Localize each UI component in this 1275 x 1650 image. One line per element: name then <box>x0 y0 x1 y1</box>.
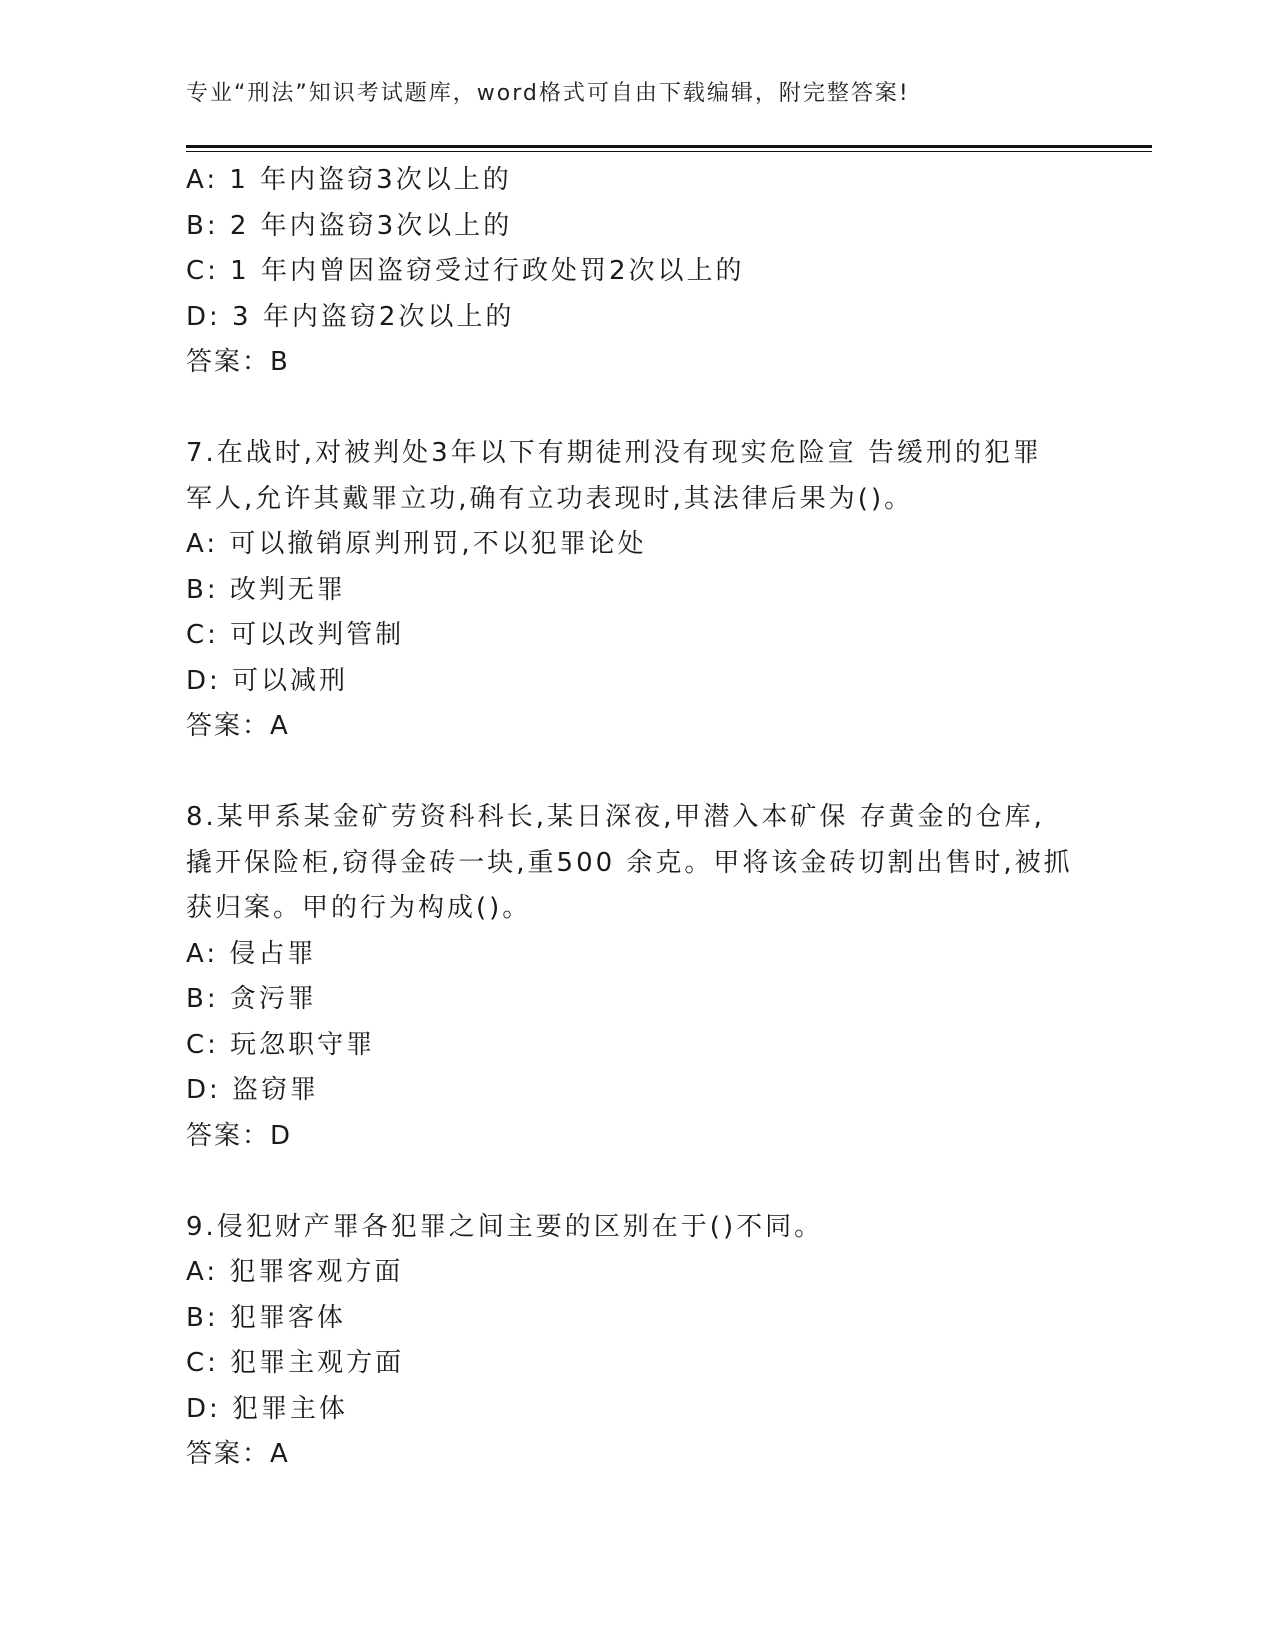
answer-line: 答案：B <box>186 347 290 377</box>
header-rule-thin <box>186 151 1152 152</box>
option-d: D: 犯罪主体 <box>186 1393 349 1424</box>
answer-line: 答案：A <box>186 1439 290 1469</box>
question-text-line: 7.在战时,对被判处3年以下有期徒刑没有现实危险宣 告缓刑的犯罪 <box>186 438 1042 468</box>
header-rule-thick <box>186 145 1152 148</box>
spacer <box>186 386 1086 432</box>
question-text-line: 撬开保险柜,窃得金砖一块,重500 余克。甲将该金砖切割出售时,被抓 <box>186 847 1073 878</box>
option-c: C: 1 年内曾因盗窃受过行政处罚2次以上的 <box>186 256 745 286</box>
option-a: A: 可以撤销原判刑罚,不以犯罪论处 <box>186 529 647 559</box>
option-a: A: 犯罪客观方面 <box>186 1257 404 1287</box>
question-9 <box>186 1205 1086 1478</box>
option-d: D: 3 年内盗窃2次以上的 <box>186 301 515 332</box>
option-b: B: 贪污罪 <box>186 984 317 1014</box>
spacer <box>186 750 1086 796</box>
option-b: B: 犯罪客体 <box>186 1302 346 1333</box>
question-text-line: 军人,允许其戴罪立功,确有立功表现时,其法律后果为()。 <box>186 483 914 514</box>
question-content <box>186 158 1086 1478</box>
option-d: D: 可以减刑 <box>186 665 349 696</box>
option-b: B: 2 年内盗窃3次以上的 <box>186 210 513 241</box>
option-c: C: 玩忽职守罪 <box>186 1029 376 1060</box>
question-8 <box>186 795 1086 1159</box>
option-a: A: 1 年内盗窃3次以上的 <box>186 165 512 195</box>
question-text-line: 8.某甲系某金矿劳资科科长,某日深夜,甲潜入本矿保 存黄金的仓库, <box>186 802 1045 832</box>
option-c: C: 可以改判管制 <box>186 620 405 650</box>
option-d: D: 盗窃罪 <box>186 1075 320 1105</box>
spacer <box>186 1159 1086 1205</box>
answer-line: 答案：D <box>186 1120 293 1151</box>
option-a: A: 侵占罪 <box>186 938 317 969</box>
question-text-line: 获归案。甲的行为构成()。 <box>186 893 532 923</box>
question-6-continued <box>186 158 1086 386</box>
page-header: 专业“刑法”知识考试题库，word格式可自由下载编辑，附完整答案! <box>186 81 910 106</box>
option-c: C: 犯罪主观方面 <box>186 1348 405 1378</box>
question-text-line: 9.侵犯财产罪各犯罪之间主要的区别在于()不同。 <box>186 1211 824 1242</box>
answer-line: 答案：A <box>186 711 290 741</box>
question-7 <box>186 431 1086 750</box>
option-b: B: 改判无罪 <box>186 574 346 605</box>
